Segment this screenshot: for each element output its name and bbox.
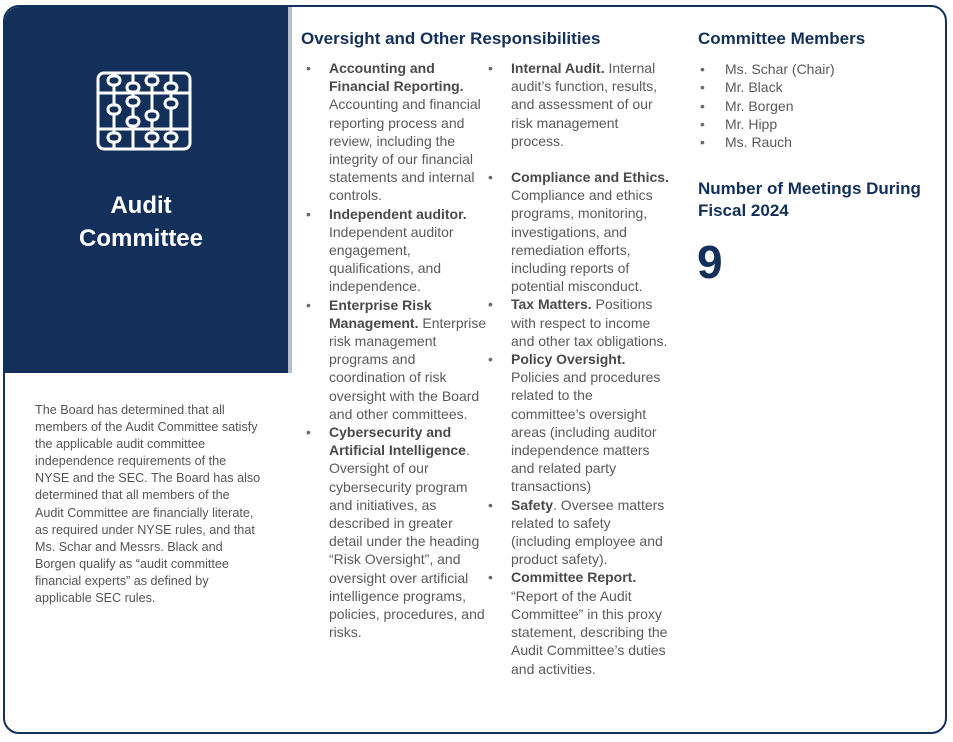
responsibility-item: • Compliance and Ethics. Compliance and ethics programs, monitoring, investigations, and remediation efforts, including reports of potential misconduct. <box>511 168 671 295</box>
member-item: • Mr. Borgen <box>725 97 835 115</box>
responsibility-item: • Cybersecurity and Artificial Intelligence. Oversight of our cybersecurity program and initiatives, as described in greater detail under the heading “Risk Oversight”, and oversight over artificial intelligence programs, policies, procedures, and risks. <box>329 423 489 641</box>
meetings-heading: Number of Meetings During Fiscal 2024 <box>698 179 921 220</box>
members-heading: Committee Members <box>698 29 866 48</box>
responsibility-item: • Safety. Oversee matters related to safety (including employee and product safety). <box>511 496 671 569</box>
members-list <box>725 60 835 151</box>
responsibility-item: • Internal Audit. Internal audit’s function, results, and assessment of our risk management process. <box>511 59 671 150</box>
committee-header-panel <box>5 7 288 373</box>
member-item: • Ms. Schar (Chair) <box>725 60 835 78</box>
responsibilities-column-1 <box>329 59 489 642</box>
responsibility-item: • Accounting and Financial Reporting. Accounting and financial reporting process and review, including the integrity of our financial statements and internal controls. <box>329 59 489 205</box>
abacus-icon <box>96 71 192 151</box>
responsibility-item: • Enterprise Risk Management. Enterprise risk management programs and coordination of risk oversight with the Board and other committees. <box>329 296 489 423</box>
responsibility-item: • Tax Matters. Positions with respect to income and other tax obligations. <box>511 295 671 350</box>
member-item: • Mr. Black <box>725 78 835 96</box>
panel-title-line2: Committee <box>78 225 204 252</box>
oversight-heading: Oversight and Other Responsibilities <box>301 29 601 48</box>
audit-committee-card <box>3 5 947 734</box>
responsibility-item: • Independent auditor. Independent auditor engagement, qualifications, and independence. <box>329 205 489 296</box>
panel-divider <box>288 7 292 373</box>
responsibility-item: • Policy Oversight. Policies and procedures related to the committee’s oversight areas (including auditor independence matters and related party transactions) <box>511 350 671 496</box>
responsibility-item: • Committee Report. “Report of the Audit Committee” in this proxy statement, describing the Audit Committee’s duties and activities. <box>511 568 671 677</box>
panel-title <box>5 189 277 255</box>
member-item: • Ms. Rauch <box>725 133 835 151</box>
responsibilities-column-2 <box>511 59 671 678</box>
board-determination-text: The Board has determined that all members of the Audit Committee satisfy the applicable audit committee independence requirements of the NYSE and the SEC. The Board has also determined that all members of the Audit Committee are financially literate, as required under NYSE rules, and that Ms. Schar and Messrs. Black and Borgen qualify as “audit committee financial experts” as defined by applicable SEC rules. <box>35 403 261 606</box>
meetings-count: 9 <box>697 236 723 288</box>
panel-title-line1: Audit <box>110 192 172 219</box>
member-item: • Mr. Hipp <box>725 115 835 133</box>
